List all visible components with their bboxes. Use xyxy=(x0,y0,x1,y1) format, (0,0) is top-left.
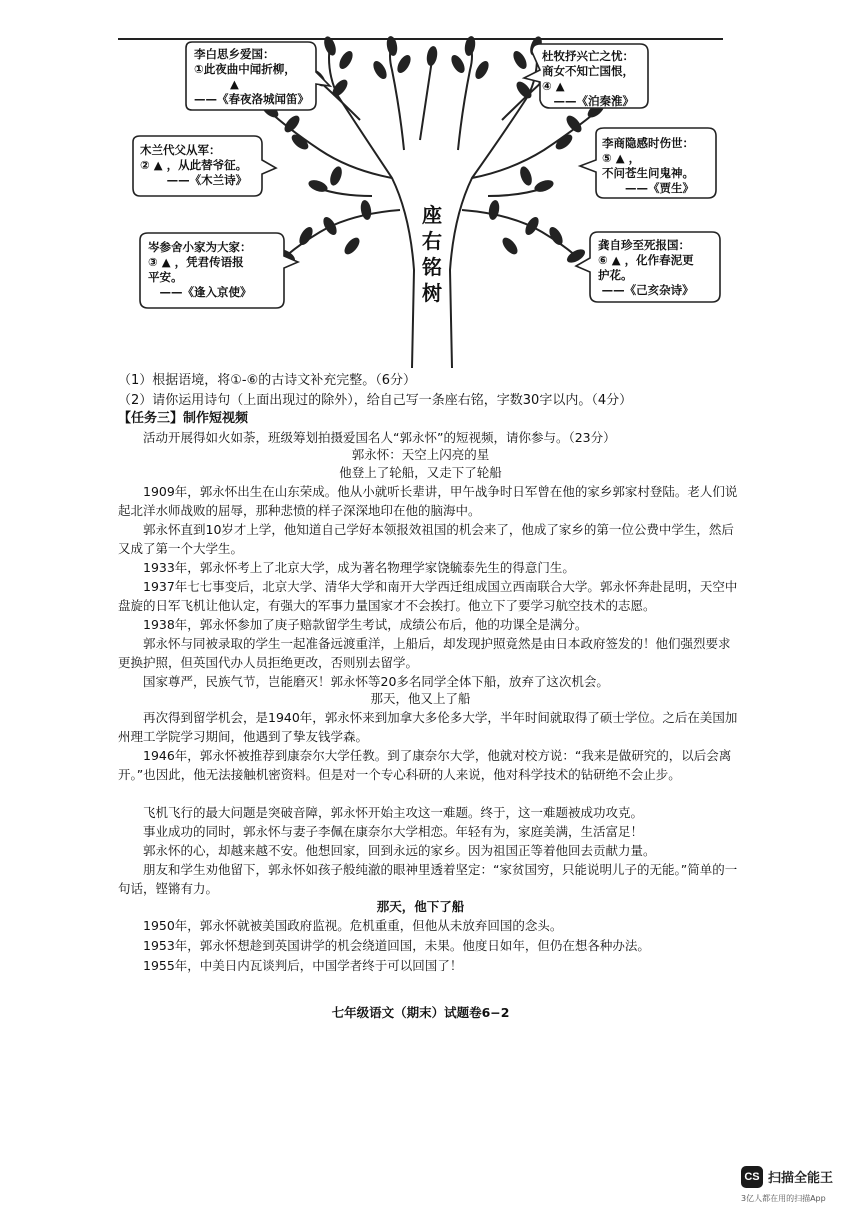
paragraph-14: 1950年，郭永怀就被美国政府监视。危机重重，但他从未放弃回国的念头。 xyxy=(143,918,563,933)
watermark-app-name: 扫描全能王 xyxy=(768,1171,834,1186)
paragraph-10: 飞机飞行的最大问题是突破音障，郭永怀开始主攻这一难题。终于，这一难题被成功攻克。 xyxy=(143,805,644,820)
section-heading-2: 那天，他又上了船 xyxy=(370,691,471,706)
bubble-gong-zizhen: 龚自珍至死报国： ⑥ ▲ ，化作春泥更 护花。 ——《己亥杂诗》 xyxy=(598,238,694,297)
camscanner-logo-icon: CS xyxy=(741,1166,763,1188)
tree-title: 座 右 铭 树 xyxy=(422,203,442,305)
paragraph-8: 再次得到留学机会，是1940年，郭永怀来到加拿大多伦多大学，半年时间就取得了硕士学位。之后在美国加州理工学院学习期间，他遇到了挚友钱学森。 xyxy=(118,710,738,744)
paragraph-11: 事业成功的同时，郭永怀与妻子李佩在康奈尔大学相恋。年轻有为，家庭美满，生活富足！ xyxy=(143,824,644,839)
section-heading-1: 他登上了轮船，又走下了轮船 xyxy=(339,465,502,480)
bubble-cen-shen: 岑参舍小家为大家： ③ ▲ ，凭君传语报 平安。 ——《逢入京使》 xyxy=(148,240,252,299)
paragraph-16: 1955年，中美日内瓦谈判后，中国学者终于可以回国了！ xyxy=(143,958,463,973)
paragraph-12: 郭永怀的心，却越来越不安。他想回家，回到永远的家乡。因为祖国正等着他回去贡献力量。 xyxy=(143,843,656,858)
paragraph-3: 1933年，郭永怀考上了北京大学，成为著名物理学家饶毓泰先生的得意门生。 xyxy=(143,560,575,575)
page-footer: 七年级语文（期末）试题卷6−2 xyxy=(331,1005,510,1020)
watermark-tagline: 3亿人都在用的扫描App xyxy=(741,1194,826,1203)
article-title: 郭永怀：天空上闪亮的星 xyxy=(351,447,490,462)
paragraph-4: 1937年七七事变后，北京大学、清华大学和南开大学西迁组成国立西南联合大学。郭永怀奔赴昆明，天空中盘旋的日军飞机让他认定，有强大的军事力量国家才不会挨打。他立下了要学习航空技术的志愿。 xyxy=(118,579,738,613)
section-heading-3: 那天，他下了船 xyxy=(376,899,465,914)
paragraph-2: 郭永怀直到10岁才上学，他知道自己学好本领报效祖国的机会来了，他成了家乡的第一位公费中学生，然后又成了第一个大学生。 xyxy=(118,522,734,556)
paragraph-9: 1946年，郭永怀被推荐到康奈尔大学任教。到了康奈尔大学，他就对校方说：“我来是做研究的，以后会离开。”也因此，他无法接触机密资料。但是对一个专心科研的人来说，他对科学技术的钻研绝不会止步。 xyxy=(118,748,732,782)
paragraph-5: 1938年，郭永怀参加了庚子赔款留学生考试，成绩公布后，他的功课全是满分。 xyxy=(143,617,588,632)
bubble-li-bai: 李白思乡爱国： ①此夜曲中闻折柳， ▲ ——《春夜洛城闻笛》 xyxy=(194,47,309,106)
bubble-du-mu: 杜牧抒兴亡之忧： 商女不知亡国恨， ④ ▲ ——《泊秦淮》 xyxy=(542,49,634,108)
paragraph-15: 1953年，郭永怀想趁到英国讲学的机会绕道回国，未果。他度日如年，但仍在想各种办法。 xyxy=(143,938,650,953)
task3-intro: 活动开展得如火如荼，班级筹划拍摄爱国名人“郭永怀”的短视频，请你参与。（23分） xyxy=(143,430,616,445)
task3-heading: 【任务三】制作短视频 xyxy=(118,411,249,426)
paragraph-7: 国家尊严，民族气节，岂能磨灭！郭永怀等20多名同学全体下船，放弃了这次机会。 xyxy=(143,674,609,689)
motto-tree-illustration xyxy=(0,0,860,380)
question-2: （2）请你运用诗句（上面出现过的除外），给自己写一条座右铭，字数30字以内。（4分） xyxy=(118,393,633,408)
paragraph-6: 郭永怀与同被录取的学生一起准备远渡重洋，上船后，却发现护照竟然是由日本政府签发的！他们强烈要求更换护照，但英国代办人员拒绝更改，否则别去留学。 xyxy=(118,636,731,670)
bubble-li-shangyin: 李商隐感时伤世： ⑤ ▲ ， 不问苍生问鬼神。 ——《贾生》 xyxy=(602,136,694,195)
paragraph-13: 朋友和学生劝他留下，郭永怀如孩子般纯澈的眼神里透着坚定：“家贫国穷，只能说明儿子的无能。”简单的一句话，铿锵有力。 xyxy=(118,862,738,896)
question-1: （1）根据语境，将①-⑥的古诗文补充完整。（6分） xyxy=(118,373,417,388)
bubble-mulan: 木兰代父从军： ② ▲ ，从此替爷征。 ——《木兰诗》 xyxy=(140,143,248,187)
paragraph-1: 1909年，郭永怀出生在山东荣成。他从小就听长辈讲，甲午战争时日军曾在他的家乡郭家村登陆。老人们说起北洋水师战败的屈辱，那种悲愤的样子深深地印在他的脑海中。 xyxy=(118,484,738,518)
